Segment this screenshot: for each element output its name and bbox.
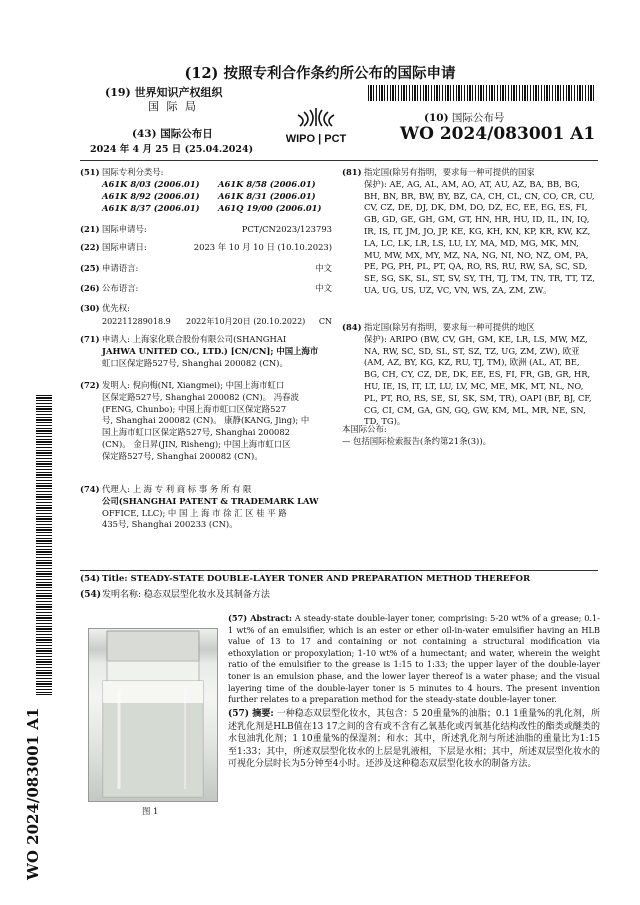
title-en-text: Title: STEADY-STATE DOUBLE-LAYER TONER AND PREPARATION METHOD THEREFOR [102,574,531,584]
published-item: — 包括国际检索报告(条约第21条(3))。 [342,435,491,446]
f21-num: (21) [80,224,100,234]
regional-line: BG, CH, CY, CZ, DE, DK, EE, ES, FI, FR, GB, GR, HR, [364,369,591,380]
applicant-line: 申请人: 上海家化联合股份有限公司(SHANGHAI [102,334,287,344]
title-en-num: (54) [80,574,101,584]
pubdate-num: (43) [132,128,157,140]
field-25 [80,263,332,275]
wipo-org-line2: 国 际 局 [148,100,198,113]
f22-label: 国际申请日: [102,242,147,252]
f21-label: 国际申请号: [102,224,147,234]
side-barcode [36,395,52,695]
agent-line: OFFICE, LLC); 中 国 上 海 市 徐 汇 区 桂 平 路 [102,507,287,518]
regional-line: TD, TG)。 [364,416,406,427]
published-block [342,424,598,448]
figure-1-photo [88,628,218,802]
priority-country: CN [318,317,332,326]
f26-value: 中文 [315,283,332,293]
inventor-line: 保定路527号, Shanghai 200082 (CN)。 [102,450,263,461]
f71-num: (71) [80,334,100,344]
org-name: 世界知识产权组织 [134,86,223,99]
agent-block [102,484,334,531]
f51-num: (51) [80,167,100,177]
designated-states-line: MU, MW, MX, MY, MZ, NA, NG, NI, NO, NZ, OM, PA, [364,249,589,260]
priority-date: 2022年10月20日 (20.10.2022) [186,317,306,326]
title-rule [80,570,598,571]
f22-num: (22) [80,242,100,252]
ipc-row-1 [102,179,316,191]
f51-label: 国际专利分类号: [102,167,164,177]
ipc-row-3 [102,203,321,215]
f74-num: (74) [80,484,100,494]
title-en [80,574,530,586]
pubno-label-text: 国际公布号 [451,112,505,124]
priority-row [102,316,332,328]
field-21 [80,224,332,236]
pubdate-label-text: 国际公布日 [160,128,213,140]
f30-num: (30) [80,303,100,313]
applicant-block [102,334,332,369]
designated-states-line: GB, GD, GE, GH, GM, GT, HN, HR, HU, ID, IL, IN, IQ, [364,214,590,225]
f72-num: (72) [80,380,100,390]
ipc-code: A61K 8/03 (2006.01) [102,179,200,189]
abstract-en-label: (57) Abstract: [228,613,293,623]
regional-line: 指定国(除另有指明，要求每一种可提供的地区 [364,322,535,332]
regional-line: 保护): ARIPO (BW, CV, GH, GM, KE, LR, LS, MW, MZ, [364,333,588,344]
document-title: (12) 按照专利合作条约所公布的国际申请 [184,65,456,82]
abstract-zh-label: (57) 摘要: [228,709,274,719]
field-84 [342,322,598,428]
bottle-illustration [89,629,217,801]
title-zh-num: (54) [80,590,102,600]
designated-states-line: UA, UG, US, UZ, VC, VN, WS, ZA, ZM, ZW。 [364,284,552,295]
regional-line: NA, RW, SC, SD, SL, ST, SZ, TZ, UG, ZM, ZW), 欧亚 [364,345,580,356]
designated-states-line: PE, PG, PH, PL, PT, QA, RO, RS, RU, RW, SA, SC, SD, [364,261,588,272]
applicant-line: JAHWA UNITED CO., LTD.) [CN/CN]; 中国上海市 [102,345,319,356]
field-71 [80,334,102,346]
inventor-line: (CN)。 金日昇(JIN, Risheng); 中国上海市虹口区 [102,438,291,449]
inventor-line: 国上海市虹口区保定路527号, Shanghai 200082 [102,427,291,438]
agent-line: 代理人: 上 海 专 利 商 标 事 务 所 有 限 [102,484,252,494]
designated-states-line: IR, IS, IT, JM, JO, JP, KE, KG, KH, KN, KP, KR, KW, KZ, [364,225,591,236]
ipc-code: A61K 8/31 (2006.01) [218,191,316,201]
figure-caption: 图 1 [142,806,159,816]
ipc-code: A61Q 19/00 (2006.01) [218,203,322,213]
ipc-code: A61K 8/92 (2006.01) [102,191,200,201]
regional-line: CG, CI, CM, GA, GN, GQ, GW, KM, ML, MR, NE, SN, [364,404,586,415]
header-rule [80,160,598,161]
wipo-org-line1 [105,86,223,100]
designated-states-line: LA, LC, LK, LR, LS, LU, LY, MA, MD, MG, MK, MN, [364,237,579,248]
field-26 [80,283,332,295]
designated-states-line: 保护): AE, AG, AL, AM, AO, AT, AU, AZ, BA, BB, BG, [364,178,580,189]
side-pub-number: WO 2024/083001 A1 [24,707,42,880]
wipo-text: WIPO | PCT [285,133,347,145]
regional-line: HU, IE, IS, IT, LT, LU, LV, MC, ME, MK, MT, NL, NO, [364,380,584,391]
f25-num: (25) [80,263,100,273]
inventor-block [102,380,334,463]
designated-states-line: SE, SG, SK, SL, ST, SV, SY, TH, TJ, TM, TN, TR, TT, TZ, [364,273,595,284]
title-zh [80,590,270,602]
abstract-zh [228,708,600,771]
inventor-line: 发明人: 倪向梅(NI, Xiangmei); 中国上海市虹口 [102,380,285,390]
inventor-line: (FENG, Chunbo); 中国上海市虹口区保定路527 [102,403,287,414]
top-barcode [368,85,596,101]
inventor-line: 区保定路527号, Shanghai 200082 (CN)。 冯春波 [102,391,299,402]
org-num: (19) [105,86,131,99]
agent-line: 公司(SHANGHAI PATENT & TRADEMARK LAW [102,495,319,506]
f25-value: 中文 [315,263,332,273]
f84-num: (84) [342,322,362,332]
designated-states-line: BH, BN, BR, BW, BY, BZ, CA, CH, CL, CN, CO, CR, CU, [364,190,595,201]
pub-no-value: WO 2024/083001 A1 [400,124,596,144]
regional-line: (AM, AZ, BY, KG, KZ, RU, TJ, TM), 欧洲 (AL, AT, BE, [364,357,580,368]
abstract-en-text: A steady-state double-layer toner, comprising: 5-20 wt% of a grease; 0.1-1 wt% of an emulsifier, which is an ester or ether oil-in-water emulsifier having an HLB value of 13 to 17 and containing or not containing a structural modification via ethoxylation or propoxylation; 1-10 wt% of a humectant; and water, wherein the weight ratio of the emulsifier to the grease is 1:15 to 1:33; the upper layer of the double-layer toner is an emulsion phase, and the lower layer thereof is a water phase; and the visual layering time of the double-layer toner is 5 minutes to 4 hours. The present invention further relates to a preparation method for the steady-state double-layer toner. [228,613,601,705]
field-74 [80,484,102,496]
f22-value: 2023 年 10 月 10 日 (10.10.2023) [193,242,332,252]
field-72 [80,380,102,392]
f26-label: 公布语言: [102,283,139,293]
title-zh-text: 发明名称: 稳态双层型化妆水及其制备方法 [102,590,270,600]
f30-label: 优先权: [102,303,130,313]
agent-line: 435号, Shanghai 200233 (CN)。 [102,519,238,530]
designated-states-line: CV, CZ, DE, DJ, DK, DM, DO, DZ, EC, EE, EG, ES, FI, [364,202,588,213]
pub-date-value: 2024 年 4 月 25 日 (25.04.2024) [90,144,254,155]
ipc-code: A61K 8/37 (2006.01) [102,203,200,213]
f25-label: 申请语言: [102,263,139,273]
pub-date-label [132,126,213,141]
inventor-line: 号, Shanghai 200082 (CN)。 康静(KANG, Jing); 中 [102,415,310,426]
field-30 [80,303,130,315]
pub-no-label [424,110,504,125]
applicant-line: 虹口区保定路527号, Shanghai 200082 (CN)。 [102,357,288,368]
published-label: 本国际公布: [342,424,387,434]
priority-number: 202211289018.9 [102,317,171,326]
wipo-logo [279,104,353,148]
pubno-num: (10) [424,112,449,124]
designated-states-line: 指定国(除另有指明，要求每一种可提供的国家 [364,167,535,177]
field-22 [80,242,332,254]
f26-num: (26) [80,283,100,293]
f81-num: (81) [342,167,362,177]
field-81 [342,167,598,297]
field-51 [80,167,163,179]
regional-line: PL, PT, RO, RS, SE, SI, SK, SM, TR), OAPI (BF, BJ, CF, [364,392,592,403]
abstract-en [228,613,600,706]
abstract-zh-text: 一种稳态双层型化妆水，其包含：5 20重量%的油脂；0.1 1重量%的乳化剂，所述乳化剂是HLB值在13 17之间的含有或不含有乙氧基化或丙氧基化结构改性的酯类或醚类的水包油乳化剂；1 10重量%的保湿剂；和水；其中，所述乳化剂与所述油脂的重量比为1:15至1:33；其中，所述双层型化妆水的上层是乳液相，下层是水相；其中，所述双层型化妆水的可视化分层时长为5分钟至4小时。还涉及这种稳态双层型化妆水的制备方法。 [228,709,600,770]
ipc-code: A61K 8/58 (2006.01) [218,179,316,189]
f21-value: PCT/CN2023/123793 [241,224,332,234]
ipc-row-2 [102,191,316,203]
